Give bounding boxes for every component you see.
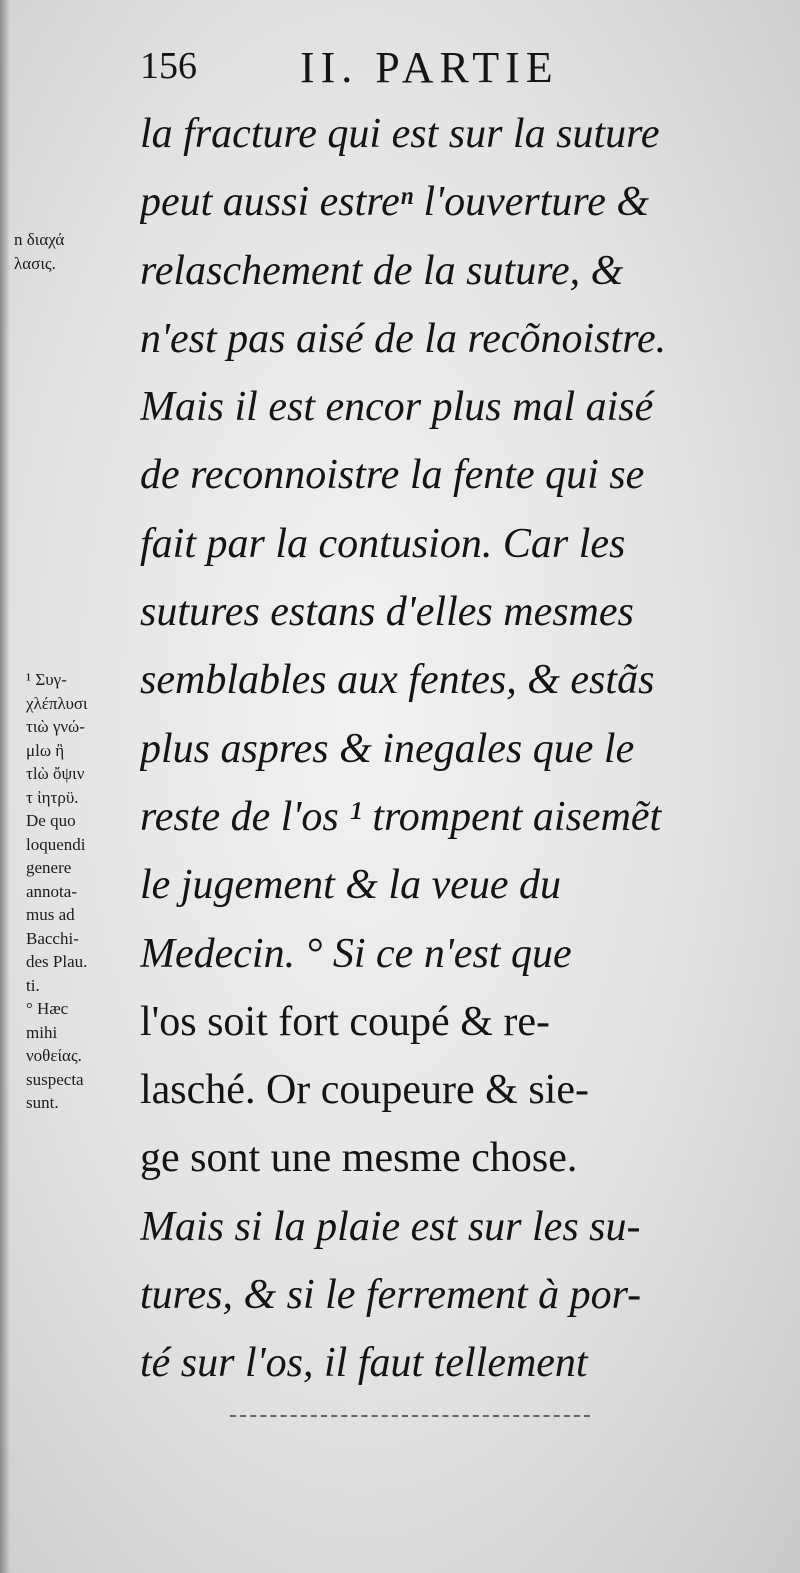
margin-note-line: n διαχά	[14, 230, 65, 249]
text-line: Medecin. ° Si ce n'est que	[140, 930, 572, 977]
margin-note-line: τιὼ γνώ-	[26, 717, 85, 736]
margin-note-line: ¹ Συγ-	[26, 670, 67, 689]
text-line: n'est pas aisé de la recõnoistre.	[140, 315, 667, 362]
text-line: reste de l'os ¹ trompent aisemẽt	[140, 793, 662, 840]
margin-note-line: ° Hæc	[26, 999, 69, 1018]
margin-note-line: Bacchi-	[26, 928, 79, 948]
cut-off-next-line	[230, 1415, 590, 1417]
text-line: fait par la contusion. Car les	[140, 520, 626, 567]
running-title: II. PARTIE	[300, 43, 559, 92]
text-line: ge sont une mesme chose.	[140, 1135, 578, 1182]
margin-note-line: τlὼ ὄψιν	[26, 764, 85, 783]
text-line: lasché. Or coupeure & sie-	[140, 1067, 589, 1114]
margin-note-line: De quo	[26, 811, 76, 830]
text-line: la fracture qui est sur la suture	[140, 111, 660, 157]
text-line: peut aussi estreⁿ l'ouverture &	[140, 179, 650, 226]
text-line: relaschement de la suture, &	[140, 247, 624, 294]
body-text	[140, 100, 770, 1480]
margin-note-greek	[14, 228, 64, 275]
margin-note-line: μlω ἢ	[26, 740, 65, 760]
margin-note-gloss	[26, 668, 88, 1115]
page-header	[140, 42, 640, 102]
margin-note-line: suspecta	[26, 1069, 84, 1089]
margin-note-line: sunt.	[26, 1093, 59, 1112]
text-line: Mais il est encor plus mal aisé	[140, 384, 654, 431]
margin-note-line: χλέπλυσι	[26, 693, 88, 713]
margin-note-line: ti.	[26, 975, 40, 995]
text-line: plus aspres & inegales que le	[140, 725, 635, 772]
margin-note-line: mus ad	[26, 905, 75, 924]
text-line: Mais si la plaie est sur les su-	[140, 1203, 641, 1250]
text-line: tures, & si le ferrement à por-	[140, 1272, 642, 1319]
text-line: semblables aux fentes, & estãs	[140, 657, 655, 704]
margin-note-line: τ ἰητρϋ.	[26, 787, 79, 807]
margin-note-line: loquendi	[26, 834, 86, 854]
margin-note-line: νοθείας.	[26, 1046, 82, 1065]
margin-note-line: annota-	[26, 881, 77, 901]
text-line: sutures estans d'elles mesmes	[140, 589, 634, 636]
margin-note-line: genere	[26, 858, 72, 877]
margin-note-line: des Plau.	[26, 952, 88, 971]
margin-note-line: λασις.	[14, 253, 56, 273]
text-line: l'os soit fort coupé & re-	[140, 998, 550, 1045]
margin-note-line: mihi	[26, 1022, 58, 1042]
text-line: de reconnoistre la fente qui se	[140, 452, 645, 499]
page-number: 156	[140, 45, 197, 87]
text-line: le jugement & la veue du	[140, 862, 562, 909]
text-line: té sur l'os, il faut tellement	[140, 1340, 588, 1387]
